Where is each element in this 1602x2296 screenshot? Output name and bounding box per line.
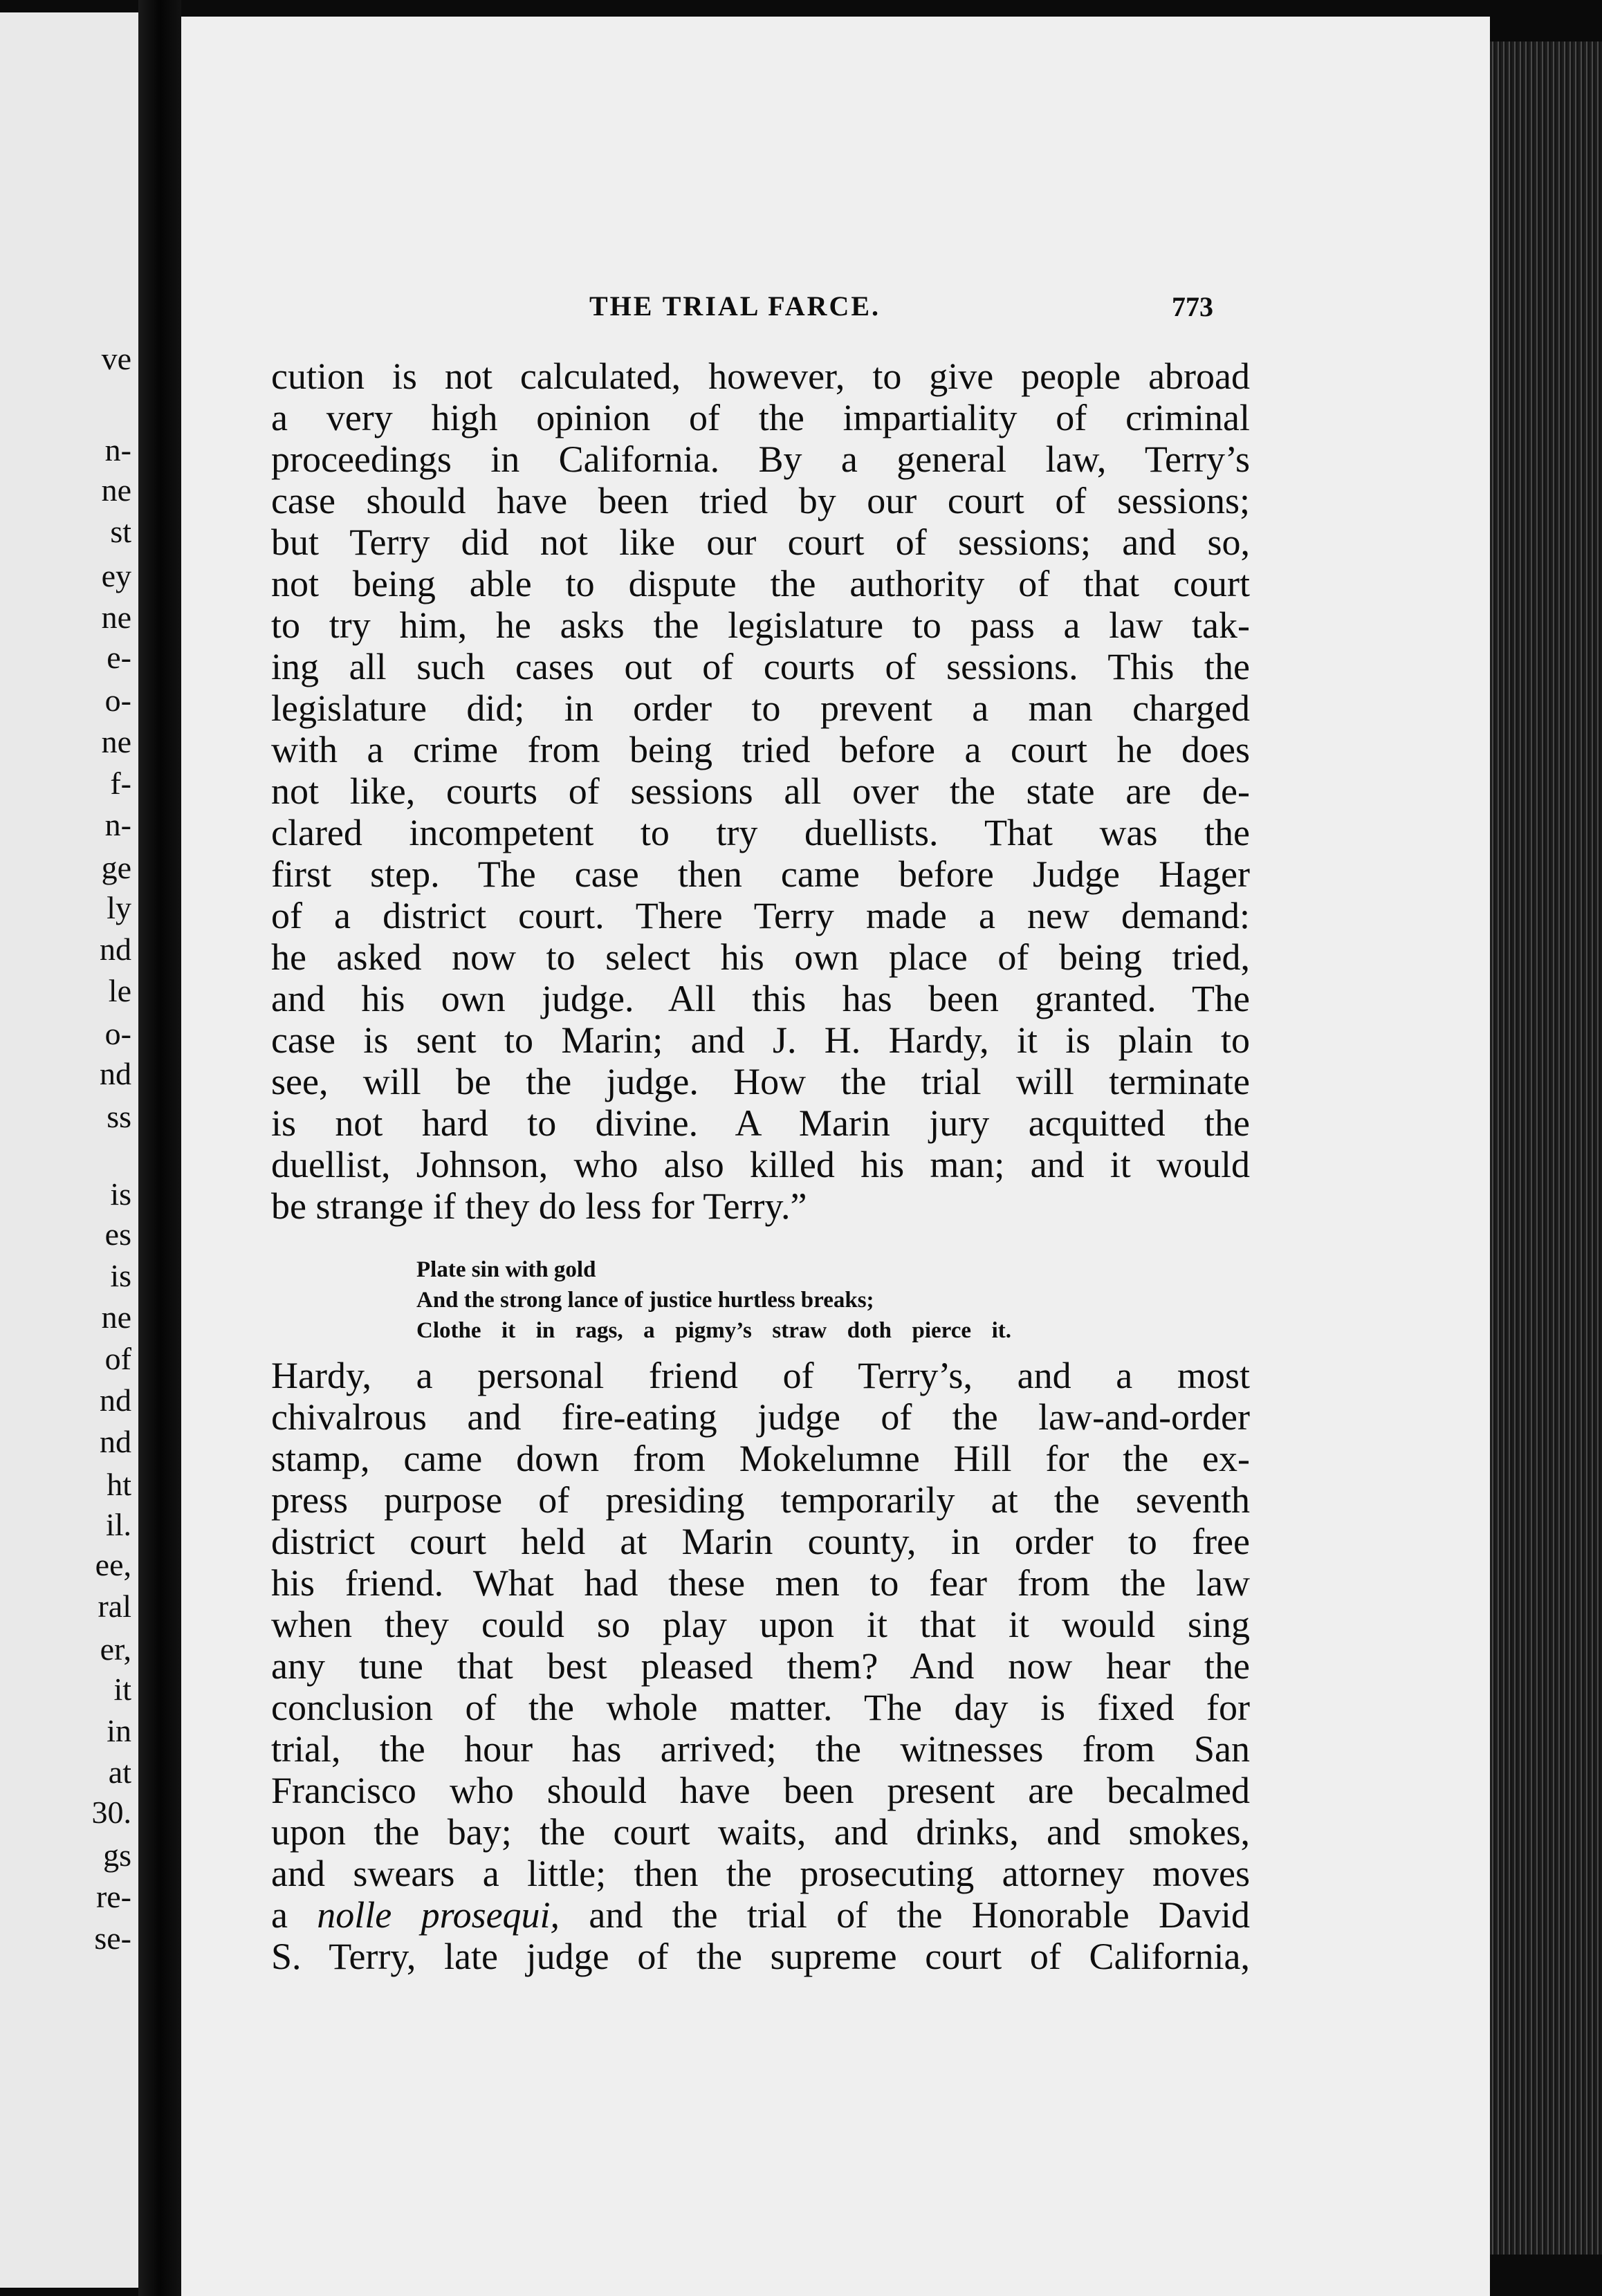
facing-page-fragment: nd xyxy=(100,1056,131,1091)
text-line: any tune that best pleased them? And now hear the xyxy=(271,1645,1250,1687)
running-head: THE TRIAL FARCE. xyxy=(589,290,881,322)
facing-page-fragment: in xyxy=(107,1713,131,1748)
text-line: trial, the hour has arrived; the witnesses from San xyxy=(271,1728,1250,1770)
facing-page-fragment: ral xyxy=(98,1589,131,1624)
text-line: he asked now to select his own place of being tried, xyxy=(271,936,1250,978)
paragraph-quoted-article xyxy=(271,355,1250,1227)
italic-phrase: nolle prosequi, xyxy=(317,1894,560,1936)
text-line: see, will be the judge. How the trial will terminate xyxy=(271,1061,1250,1102)
book-page xyxy=(181,17,1490,2296)
text-line: duellist, Johnson, who also killed his man; and it would xyxy=(271,1144,1250,1185)
text-line: a very high opinion of the impartiality of criminal xyxy=(271,397,1250,438)
paragraph-hardy-lines xyxy=(271,1355,1250,1894)
text-line: of a district court. There Terry made a new demand: xyxy=(271,895,1250,936)
text-line: not being able to dispute the authority of that court xyxy=(271,563,1250,604)
text-line: district court held at Marin county, in order to free xyxy=(271,1521,1250,1562)
facing-page-fragment: o- xyxy=(104,1016,131,1051)
text-line: and his own judge. All this has been granted. The xyxy=(271,978,1250,1019)
facing-page-fragment: ne xyxy=(101,472,131,508)
text-line: chivalrous and fire-eating judge of the law-and-order xyxy=(271,1396,1250,1438)
text-line: when they could so play upon it that it would sing xyxy=(271,1604,1250,1645)
facing-page-fragment: il. xyxy=(105,1507,131,1542)
facing-page-fragment: le xyxy=(108,973,131,1008)
facing-page-fragment: se- xyxy=(94,1920,131,1956)
text-line: to try him, he asks the legislature to pass a law tak- xyxy=(271,604,1250,646)
facing-page-fragment: ge xyxy=(101,850,131,885)
facing-page-fragment: ee, xyxy=(95,1547,131,1582)
text-line: case should have been tried by our court of sessions; xyxy=(271,480,1250,521)
facing-page-fragment: er, xyxy=(100,1631,131,1667)
facing-page-fragment: nd xyxy=(100,1382,131,1418)
facing-page-fragment: st xyxy=(110,514,131,549)
text-line: upon the bay; the court waits, and drinks, and smokes, xyxy=(271,1811,1250,1853)
facing-page-fragment: es xyxy=(104,1216,131,1252)
page-number: 773 xyxy=(1172,291,1213,322)
facing-page-fragment: ne xyxy=(101,600,131,635)
text-run: and the trial of the Honorable David xyxy=(560,1894,1250,1936)
facing-page-fragment: ne xyxy=(101,724,131,759)
facing-page-fragment: 30. xyxy=(91,1795,131,1830)
facing-page-fragment: ss xyxy=(107,1099,131,1134)
text-line: stamp, came down from Mokelumne Hill for the ex- xyxy=(271,1438,1250,1479)
facing-page-fragment: is xyxy=(110,1176,131,1212)
book-gutter xyxy=(138,0,181,2296)
paragraph-hardy xyxy=(271,1355,1250,1977)
text-line: first step. The case then came before Judge Hager xyxy=(271,853,1250,895)
facing-page-fragment: gs xyxy=(103,1837,131,1873)
text-line: press purpose of presiding temporarily at the seventh xyxy=(271,1479,1250,1521)
page-edges xyxy=(1490,41,1602,2255)
verse-line: Plate sin with gold xyxy=(416,1257,596,1282)
facing-page-fragment: ne xyxy=(101,1299,131,1335)
text-line: cution is not calculated, however, to give people abroad xyxy=(271,355,1250,397)
text-line: is not hard to divine. A Marin jury acquitted the xyxy=(271,1102,1250,1144)
facing-page-fragment: e- xyxy=(107,640,131,675)
text-line: conclusion of the whole matter. The day is fixed for xyxy=(271,1687,1250,1728)
text-line: be strange if they do less for Terry.” xyxy=(271,1185,807,1227)
text-line: and swears a little; then the prosecuting attorney moves xyxy=(271,1853,1250,1894)
facing-page-fragment: is xyxy=(110,1258,131,1293)
facing-page-fragment: n- xyxy=(104,807,131,842)
text-line: not like, courts of sessions all over the state are de- xyxy=(271,770,1250,812)
facing-page-fragments xyxy=(0,12,138,2288)
text-run: a xyxy=(271,1894,317,1936)
text-line: Hardy, a personal friend of Terry’s, and a most xyxy=(271,1355,1250,1396)
facing-page-fragment: ht xyxy=(107,1467,131,1502)
facing-page-fragment: it xyxy=(113,1672,131,1707)
text-line: his friend. What had these men to fear from the law xyxy=(271,1562,1250,1604)
text-line-final: S. Terry, late judge of the supreme court of California, xyxy=(271,1936,1250,1977)
facing-page-fragment: ve xyxy=(101,341,131,376)
text-line: ing all such cases out of courts of sessions. This the xyxy=(271,646,1250,687)
text-line: case is sent to Marin; and J. H. Hardy, it is plain to xyxy=(271,1019,1250,1061)
text-line: clared incompetent to try duellists. That was the xyxy=(271,812,1250,853)
facing-page-fragment: ly xyxy=(107,890,131,925)
facing-page-fragment: f- xyxy=(110,766,131,801)
facing-page xyxy=(0,12,138,2288)
text-line: legislature did; in order to prevent a man charged xyxy=(271,687,1250,729)
text-line: but Terry did not like our court of sessions; and so, xyxy=(271,521,1250,563)
text-line: proceedings in California. By a general law, Terry’s xyxy=(271,438,1250,480)
facing-page-fragment: re- xyxy=(95,1879,131,1914)
facing-page-fragment: of xyxy=(104,1341,131,1376)
facing-page-fragment: nd xyxy=(100,932,131,967)
verse-quotation xyxy=(416,1255,1011,1346)
facing-page-fragment: o- xyxy=(104,683,131,718)
page-edges-top xyxy=(1490,0,1602,41)
text-line: with a crime from being tried before a court he does xyxy=(271,729,1250,770)
text-line: Francisco who should have been present are becalmed xyxy=(271,1770,1250,1811)
facing-page-fragment: nd xyxy=(100,1424,131,1459)
text-line-italic xyxy=(271,1894,1250,1936)
facing-page-fragment: n- xyxy=(104,432,131,467)
verse-line: Clothe it in rags, a pigmy’s straw doth pierce it. xyxy=(416,1318,1011,1343)
facing-page-fragment: ey xyxy=(101,558,131,593)
facing-page-fragment: at xyxy=(108,1755,131,1790)
verse-line: And the strong lance of justice hurtless breaks; xyxy=(416,1288,874,1313)
